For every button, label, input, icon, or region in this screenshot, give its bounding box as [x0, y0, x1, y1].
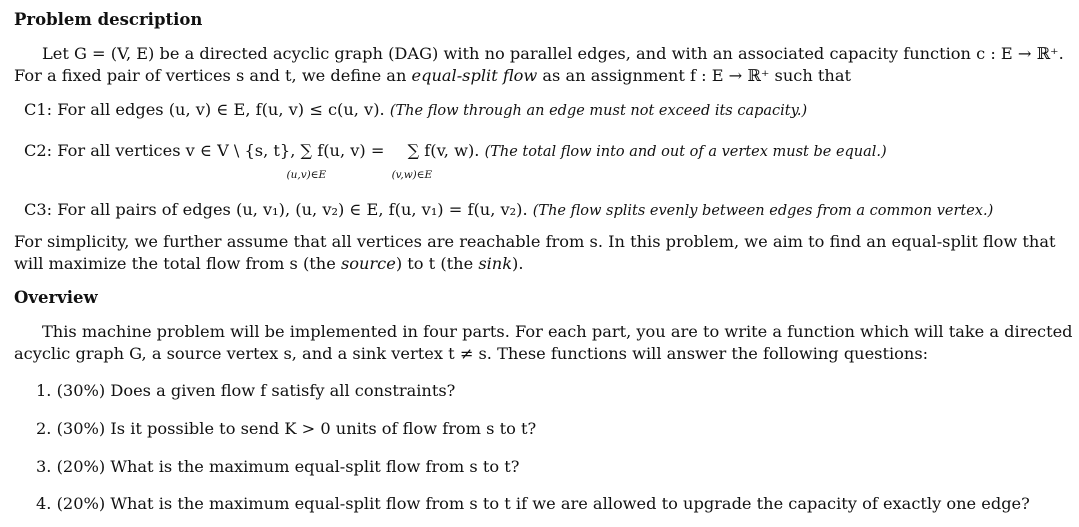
list-item: 1. (30%) Does a given flow f satisfy all constraints?: [36, 381, 456, 400]
paragraph-3-line-2: acyclic graph G, a source vertex s, and a sink vertex t ≠ s. These functions will answer the following questions:: [14, 344, 929, 363]
equal-split-flow-term: equal-split flow: [411, 66, 538, 85]
c2-sum-out-subscript: (v,w)∈E: [391, 169, 433, 181]
constraint-c2: [24, 140, 887, 181]
list-item: 4. (20%) What is the maximum equal-split flow from s to t if we are allowed to upgrade the capacity of exactly one edge?: [36, 494, 1030, 513]
list-item: 3. (20%) What is the maximum equal-split flow from s to t?: [36, 457, 520, 476]
c1-text: C1: For all edges (u, v) ∈ E, f(u, v) ≤ c(u, v).: [24, 100, 385, 119]
c2-sum-in: [286, 140, 385, 181]
p2-line2-c: ).: [512, 254, 524, 273]
p2-line2-b: ) to t (the: [395, 254, 479, 273]
overview-heading: Overview: [14, 288, 98, 307]
c2-text: C2: For all vertices v ∈ V \ {s, t},: [24, 141, 296, 160]
c2-sum-in-subscript: (u,v)∈E: [286, 169, 327, 181]
problem-description-heading: Problem description: [14, 10, 203, 29]
p1-line2-end: as an assignment f : E → ℝ⁺ such that: [537, 66, 851, 85]
source-term: source: [340, 254, 396, 273]
c2-sum-in-expr: ∑ f(u, v) =: [300, 141, 385, 160]
c2-sum-out: [391, 140, 480, 181]
c3-note: (The flow splits evenly between edges from a common vertex.): [532, 203, 994, 219]
constraint-c1: [24, 99, 807, 122]
p2-line2-a: will maximize the total flow from s (the: [14, 254, 341, 273]
list-item: 2. (30%) Is it possible to send K > 0 units of flow from s to t?: [36, 419, 537, 438]
paragraph-2-line-2: [14, 253, 1065, 275]
paragraph-1-line-1: Let G = (V, E) be a directed acyclic graph (DAG) with no parallel edges, and with an associated capacity function c : E → ℝ⁺.: [42, 44, 1064, 63]
c2-note: (The total flow into and out of a vertex must be equal.): [484, 144, 887, 160]
constraint-c3: [24, 199, 993, 222]
c2-sum-out-expr: ∑ f(v, w).: [407, 141, 480, 160]
c3-text: C3: For all pairs of edges (u, v₁), (u, v₂) ∈ E, f(u, v₁) = f(u, v₂).: [24, 200, 528, 219]
paragraph-2-line-1: For simplicity, we further assume that all vertices are reachable from s. In this problem, we aim to find an equal-split flow that: [14, 232, 1056, 251]
paragraph-3-line-1: This machine problem will be implemented in four parts. For each part, you are to write a function which will take a directed: [42, 322, 1073, 341]
p1-line2-start: For a fixed pair of vertices s and t, we define an: [14, 66, 412, 85]
sink-term: sink: [478, 254, 513, 273]
c1-note: (The flow through an edge must not exceed its capacity.): [389, 103, 808, 119]
paragraph-1-line-2: [14, 65, 1065, 87]
